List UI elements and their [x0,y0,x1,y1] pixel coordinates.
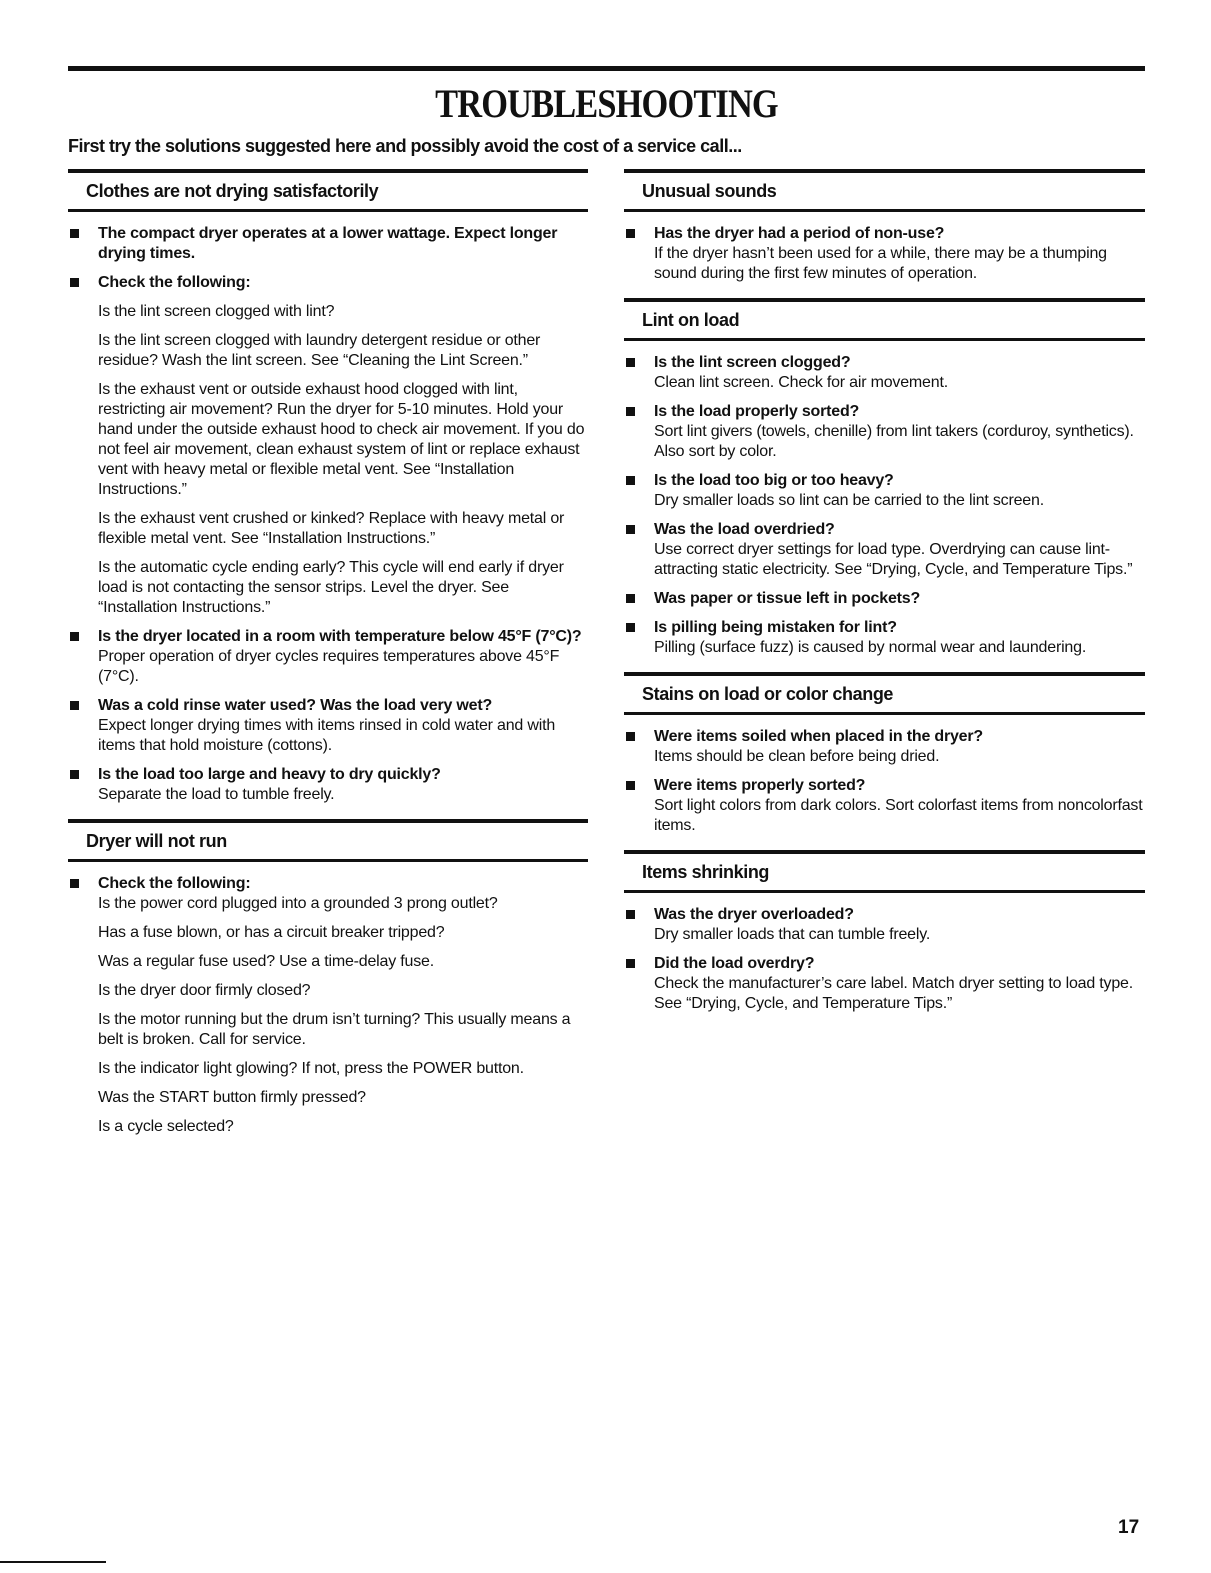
section-items-shrinking [624,850,1145,1014]
list-item [68,224,588,264]
section-heading: Stains on load or color change [624,672,1145,715]
question: Is the load too big or too heavy? [654,472,894,489]
question: Was a cold rinse water used? Was the load very wet? [98,697,493,714]
square-bullet-icon [626,407,635,416]
question: Check the following: [98,274,251,291]
list-item [624,905,1145,945]
list-item [624,353,1145,393]
answer: Clean lint screen. Check for air movement. [654,374,948,391]
question: Is the load properly sorted? [654,403,860,420]
answer: Expect longer drying times with items rinsed in cold water and with items that hold moisture (cottons). [98,717,556,754]
list-item [624,589,1145,609]
square-bullet-icon [626,623,635,632]
square-bullet-icon [626,732,635,741]
answer: If the dryer hasn’t been used for a while, there may be a thumping sound during the first few minutes of operation. [654,245,1107,282]
square-bullet-icon [70,879,79,888]
list-item [624,402,1145,462]
sub-item: Was a regular fuse used? Use a time-delay fuse. [98,953,434,970]
footer-rule [0,1561,106,1563]
square-bullet-icon [626,476,635,485]
sub-item: Is the motor running but the drum isn’t turning? This usually means a belt is broken. Call for service. [98,1011,571,1048]
section-clothes-not-drying [68,169,588,805]
question: Has the dryer had a period of non-use? [654,225,945,242]
square-bullet-icon [626,525,635,534]
square-bullet-icon [626,229,635,238]
question: Were items properly sorted? [654,777,866,794]
question: Check the following: [98,875,251,892]
list-item [624,776,1145,836]
section-heading: Dryer will not run [68,819,588,862]
list-item [624,727,1145,767]
answer: Dry smaller loads so lint can be carried to the lint screen. [654,492,1044,509]
list-item [68,765,588,805]
page-number: 17 [1118,1517,1140,1538]
list-item [68,627,588,687]
page-title: TROUBLESHOOTING [435,81,778,126]
answer: Items should be clean before being dried. [654,748,940,765]
answer: Use correct dryer settings for load type. Overdrying can cause lint-attracting static electricity. See “Drying, Cycle, and Temperature Tips.” [654,541,1133,578]
right-column [624,169,1145,1028]
list-item [68,874,588,914]
question: Is the load too large and heavy to dry quickly? [98,766,441,783]
answer: Pilling (surface fuzz) is caused by normal wear and laundering. [654,639,1087,656]
list-item [624,520,1145,580]
section-dryer-will-not-run [68,819,588,1137]
question: Was paper or tissue left in pockets? [654,590,921,607]
question: Is the dryer located in a room with temperature below 45°F (7°C)? [98,628,582,645]
square-bullet-icon [626,910,635,919]
intro-text: First try the solutions suggested here and possibly avoid the cost of a service call... [68,136,742,156]
sub-item: Is a cycle selected? [98,1118,234,1135]
answer: Check the manufacturer’s care label. Match dryer setting to load type. See “Drying, Cycle, and Temperature Tips.” [654,975,1133,1012]
square-bullet-icon [70,701,79,710]
answer: Separate the load to tumble freely. [98,786,335,803]
square-bullet-icon [626,594,635,603]
list-item [624,224,1145,284]
list-item [68,273,588,293]
sub-item: Is the exhaust vent or outside exhaust hood clogged with lint, restricting air movement? Run the dryer for 5-10 minutes. Hold your hand under the outside exhaust hood to check air movement. If you do not feel air movement, clean exhaust system of lint or replace exhaust vent with heavy metal or flexible metal vent. See “Installation Instructions.” [98,381,585,498]
question: The compact dryer operates at a lower wattage. Expect longer drying times. [98,225,558,262]
left-column [68,169,588,1151]
question: Did the load overdry? [654,955,815,972]
section-lint-on-load [624,298,1145,658]
answer: Is the power cord plugged into a grounded 3 prong outlet? [98,895,498,912]
square-bullet-icon [626,781,635,790]
square-bullet-icon [70,770,79,779]
square-bullet-icon [626,959,635,968]
answer: Dry smaller loads that can tumble freely. [654,926,931,943]
list-item [624,471,1145,511]
question: Was the load overdried? [654,521,835,538]
square-bullet-icon [70,229,79,238]
sub-item: Is the automatic cycle ending early? This cycle will end early if dryer load is not contacting the sensor strips. Level the dryer. See “Installation Instructions.” [98,559,564,616]
question: Is the lint screen clogged? [654,354,851,371]
sub-item: Is the lint screen clogged with laundry detergent residue or other residue? Wash the lint screen. See “Cleaning the Lint Screen.” [98,332,541,369]
sub-item: Is the lint screen clogged with lint? [98,303,335,320]
top-rule [68,66,1145,71]
square-bullet-icon [626,358,635,367]
answer: Sort lint givers (towels, chenille) from lint takers (corduroy, synthetics). Also sort by color. [654,423,1134,460]
question: Is pilling being mistaken for lint? [654,619,897,636]
sub-item: Is the dryer door firmly closed? [98,982,311,999]
section-unusual-sounds [624,169,1145,284]
square-bullet-icon [70,632,79,641]
section-heading: Lint on load [624,298,1145,341]
answer: Sort light colors from dark colors. Sort colorfast items from noncolorfast items. [654,797,1143,834]
section-heading: Unusual sounds [624,169,1145,212]
section-stains-color-change [624,672,1145,836]
section-heading: Items shrinking [624,850,1145,893]
section-heading: Clothes are not drying satisfactorily [68,169,588,212]
sub-item: Is the indicator light glowing? If not, press the POWER button. [98,1060,524,1077]
sub-item: Has a fuse blown, or has a circuit breaker tripped? [98,924,445,941]
answer: Proper operation of dryer cycles requires temperatures above 45°F (7°C). [98,648,560,685]
list-item [624,618,1145,658]
sub-item: Is the exhaust vent crushed or kinked? Replace with heavy metal or flexible metal vent. See “Installation Instructions.” [98,510,565,547]
sub-item: Was the START button firmly pressed? [98,1089,366,1106]
list-item [68,696,588,756]
list-item [624,954,1145,1014]
square-bullet-icon [70,278,79,287]
question: Were items soiled when placed in the dryer? [654,728,983,745]
question: Was the dryer overloaded? [654,906,854,923]
